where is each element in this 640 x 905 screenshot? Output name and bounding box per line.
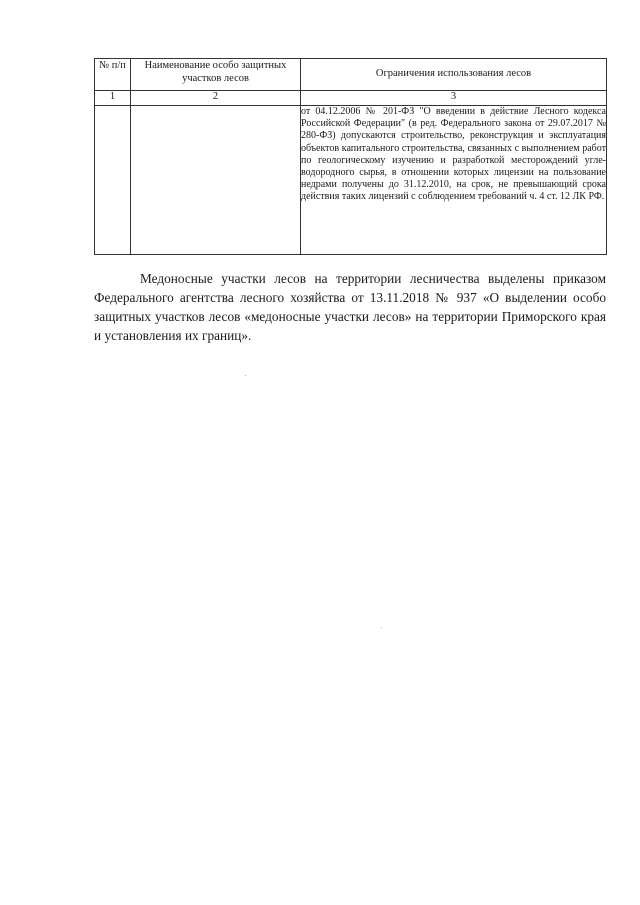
column-number-3: 3 [301,91,607,106]
body-paragraph: Медоносные участки лесов на территории лесничества выделены приказом Федерального агентства лесного хозяйства от 13.11.2018 № 937 «О выделении особо защитных участков лесов «медоносные участки лесов» на территории Приморского края и установления их границ». [94,271,606,343]
row-number-cell [95,106,131,255]
row-restrictions-cell: от 04.12.2006 № 201-ФЗ "О введении в действие Лесного кодекса Российской Федерации" (в ред. Федерального закона от 29.07.2017 № 280-ФЗ) допускаются строительство, реконструкция и эксплуатация объектов капитального строительства, связанных с выполнением работ по геологическому изучению и разработкой месторождений угле-водородного сырья, в отношении которых лицензии на пользование недрами получены до 31.12.2010, на срок, не превышающий срока действия таких лицензий с соблюдением требований ч. 4 ст. 12 ЛК РФ. [301,106,607,255]
scan-speck [381,627,382,628]
column-number-1: 1 [95,91,131,106]
table-column-number-row [95,91,607,106]
table-row [95,106,607,255]
row-name-cell [131,106,301,255]
scan-speck [245,375,246,376]
header-restrictions: Ограничения использования лесов [301,59,607,91]
header-number: № п/п [95,59,131,91]
column-number-2: 2 [131,91,301,106]
header-area-name: Наименование особо защитных участков лесов [131,59,301,91]
table-header-row [95,59,607,91]
restrictions-table [94,58,607,255]
